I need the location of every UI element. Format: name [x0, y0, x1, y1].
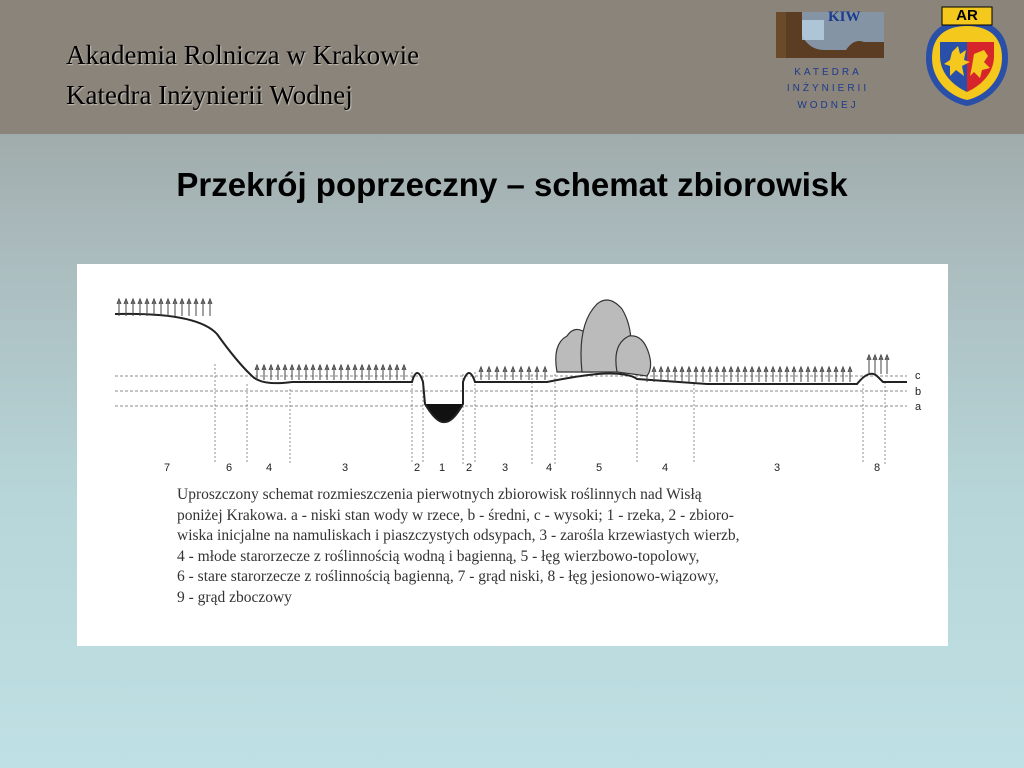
reed-icon	[276, 365, 280, 380]
reed-icon	[743, 367, 747, 382]
zone-number-label: 8	[873, 462, 881, 474]
zone-number-label: 3	[773, 462, 781, 474]
reed-icon	[374, 365, 378, 380]
kiw-text-line: KATEDRA	[794, 67, 862, 78]
reed-icon	[722, 367, 726, 382]
reed-icon	[304, 365, 308, 380]
reed-icon	[402, 365, 406, 380]
reed-icon	[346, 365, 350, 380]
reed-icon	[297, 365, 301, 380]
reed-icon	[535, 367, 539, 380]
reed-icon	[479, 367, 483, 380]
reed-icon	[806, 367, 810, 382]
reed-icon	[159, 299, 163, 316]
reed-icon	[503, 367, 507, 380]
reed-icon	[194, 299, 198, 316]
reed-icon	[388, 365, 392, 380]
reed-icon	[325, 365, 329, 380]
reed-icon	[834, 367, 838, 382]
ar-university-crest	[922, 6, 1012, 110]
zone-number-label: 1	[438, 462, 446, 474]
reed-icon	[879, 355, 883, 374]
kiw-abbreviation: KIW	[828, 9, 861, 25]
reed-icon	[841, 367, 845, 382]
slide-title: Przekrój poprzeczny – schemat zbiorowisk	[176, 166, 848, 203]
reed-icon	[867, 355, 871, 374]
cross-section-figure	[77, 264, 948, 646]
reed-icon	[208, 299, 212, 316]
zone-number-label: 7	[163, 462, 171, 474]
caption-line: 6 - stare starorzecze z roślinnością bagienną, 7 - grąd niski, 8 - łęg jesionowo-wiązowy,	[177, 568, 719, 585]
reed-icon	[290, 365, 294, 380]
reed-icon	[778, 367, 782, 382]
reed-icon	[269, 365, 273, 380]
reed-icon	[180, 299, 184, 316]
caption-line: 4 - młode starorzecze z roślinnością wodną i bagienną, 5 - łęg wierzbowo-topolowy,	[177, 547, 700, 565]
reed-icon	[687, 367, 691, 382]
kiw-logo	[772, 8, 890, 116]
reed-icon	[495, 367, 499, 380]
department-name: Katedra Inżynierii Wodnej	[66, 80, 353, 110]
reed-icon	[701, 367, 705, 382]
reed-icon	[873, 355, 877, 374]
reed-icon	[729, 367, 733, 382]
reed-icon	[367, 365, 371, 380]
zone-number-label: 4	[265, 462, 273, 474]
water-level-label-c: c	[915, 370, 921, 382]
institution-name: Akademia Rolnicza w Krakowie	[66, 40, 420, 70]
header-bar	[0, 0, 1024, 134]
water-level-label-a: a	[915, 401, 922, 413]
reed-icon	[848, 367, 852, 382]
zone-number-label: 2	[413, 462, 421, 474]
reed-icon	[353, 365, 357, 380]
reed-icon	[152, 299, 156, 316]
cross-section-diagram	[77, 264, 948, 479]
reed-icon	[680, 367, 684, 382]
reed-icon	[708, 367, 712, 382]
figure-caption	[177, 485, 917, 608]
zone-number-label: 5	[595, 462, 603, 474]
reed-icon	[799, 367, 803, 382]
kiw-text-line: WODNEJ	[797, 100, 859, 111]
reed-icon	[395, 365, 399, 380]
reed-icon	[511, 367, 515, 380]
zone-number-label: 6	[225, 462, 233, 474]
reed-icon	[715, 367, 719, 382]
water-level-label-b: b	[915, 386, 922, 398]
reed-icon	[827, 367, 831, 382]
caption-line: Uproszczony schemat rozmieszczenia pierwotnych zbiorowisk roślinnych nad Wisłą	[177, 486, 702, 503]
zone-number-label: 4	[545, 462, 553, 474]
reed-icon	[262, 365, 266, 380]
reed-icon	[360, 365, 364, 380]
reed-icon	[764, 367, 768, 382]
zone-number-label: 3	[341, 462, 349, 474]
reed-icon	[757, 367, 761, 382]
reed-icon	[173, 299, 177, 316]
reed-icon	[694, 367, 698, 382]
reed-icon	[527, 367, 531, 380]
reed-icon	[166, 299, 170, 316]
caption-line: 9 - grąd zboczowy	[177, 588, 292, 606]
reed-icon	[487, 367, 491, 380]
tree-group	[556, 300, 651, 376]
reed-icon	[519, 367, 523, 380]
reed-icon	[339, 365, 343, 380]
reed-icon	[283, 365, 287, 380]
reed-icon	[332, 365, 336, 380]
reed-icon	[785, 367, 789, 382]
reed-icon	[666, 367, 670, 382]
ar-abbreviation: AR	[956, 7, 978, 24]
reed-icon	[318, 365, 322, 380]
reed-icon	[771, 367, 775, 382]
reed-icon	[750, 367, 754, 382]
zone-number-label: 3	[501, 462, 509, 474]
reed-icon	[813, 367, 817, 382]
reed-icon	[381, 365, 385, 380]
reed-icon	[736, 367, 740, 382]
caption-line: poniżej Krakowa. a - niski stan wody w rzece, b - średni, c - wysoki; 1 - rzeka, 2 - zbioro-	[177, 506, 734, 524]
reed-icon	[885, 355, 889, 374]
zone-number-label: 4	[661, 462, 669, 474]
reed-icon	[673, 367, 677, 382]
reed-icon	[792, 367, 796, 382]
reed-icon	[820, 367, 824, 382]
reed-icon	[187, 299, 191, 316]
kiw-text-line: INŻYNIERII	[786, 83, 870, 94]
reed-icon	[543, 367, 547, 380]
reed-icon	[311, 365, 315, 380]
reed-icon	[201, 299, 205, 316]
caption-line: wiska inicjalne na namuliskach i piaszczystych odsypach, 3 - zarośla krzewiastych wierzb,	[177, 527, 740, 544]
zone-number-label: 2	[465, 462, 473, 474]
